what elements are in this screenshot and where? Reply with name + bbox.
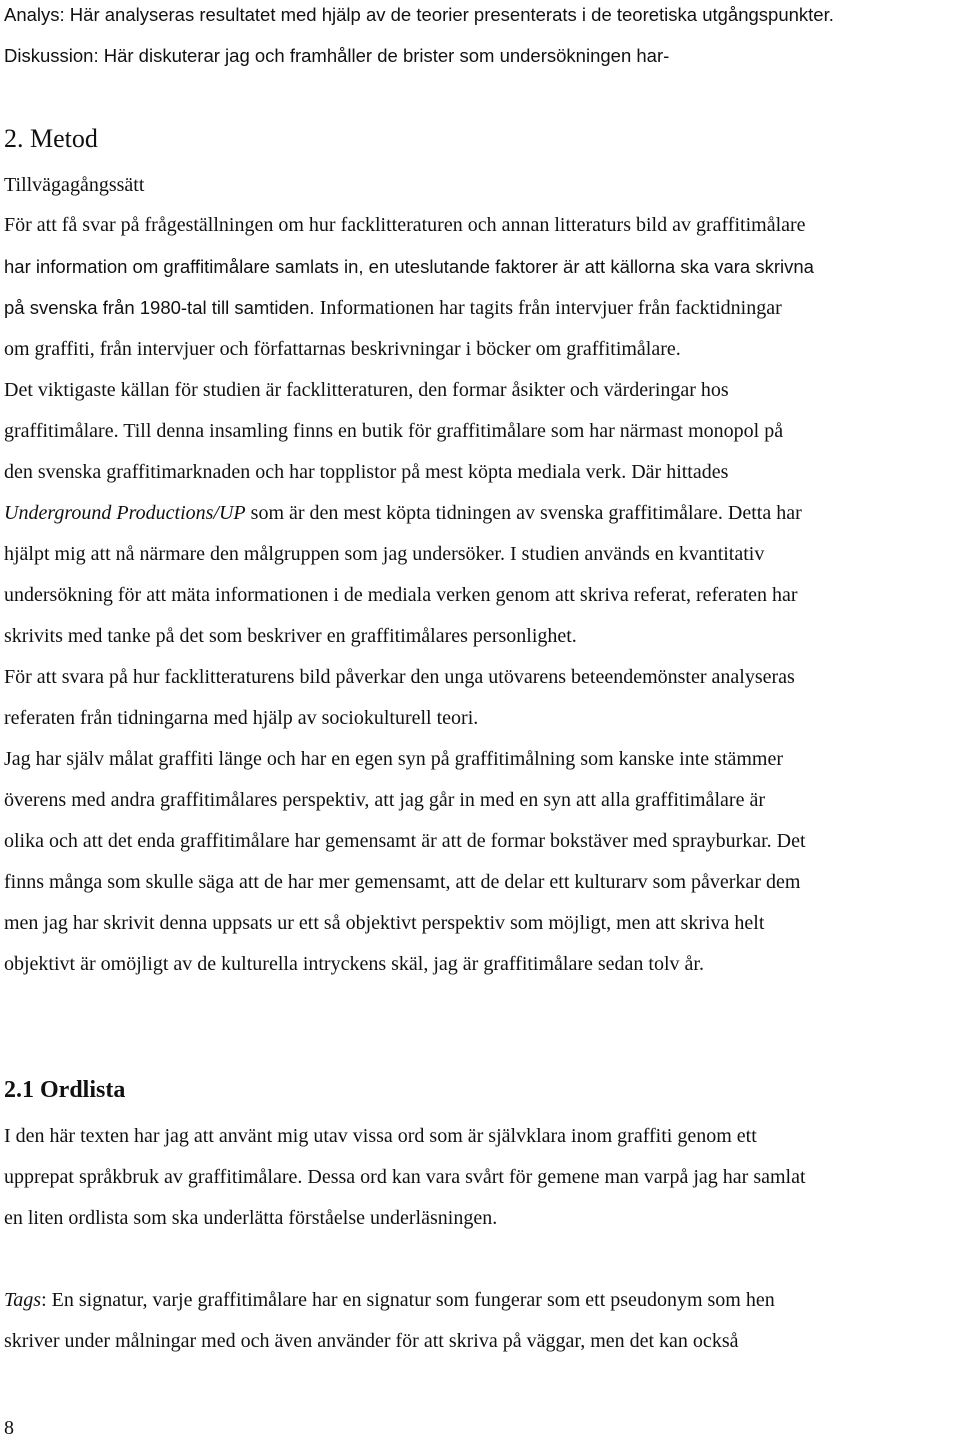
metod-line-rest: som är den mest köpta tidningen av svenska graffitimålare. Detta har [245, 502, 802, 524]
metod-line: Jag har själv målat graffiti länge och har en egen syn på graffitimålning som kanske inte stämmer [4, 748, 784, 770]
metod-line: överens med andra graffitimålares perspektiv, att jag går in med en syn att alla graffitimålare är [4, 789, 765, 811]
metod-line: har information om graffitimålare samlats in, en uteslutande faktorer är att källorna ska vara skrivna [4, 256, 814, 277]
metod-line: skrivits med tanke på det som beskriver en graffitimålares personlighet. [4, 625, 577, 647]
metod-line-italic [4, 501, 802, 525]
metod-line: om graffiti, från intervjuer och författarnas beskrivningar i böcker om graffitimålare. [4, 338, 681, 360]
intro-line-diskussion: Diskussion: Här diskuterar jag och framhåller de brister som undersökningen har- [4, 45, 670, 66]
ordlista-line: en liten ordlista som ska underlätta förståelse underläsningen. [4, 1207, 498, 1229]
metod-line: hjälpt mig att nå närmare den målgruppen som jag undersöker. I studien används en kvantitativ [4, 543, 765, 565]
ordlista-line: upprepat språkbruk av graffitimålare. Dessa ord kan vara svårt för gemene man varpå jag har samlat [4, 1166, 806, 1188]
metod-line [4, 296, 782, 320]
metod-line: men jag har skrivit denna uppsats ur ett så objektivt perspektiv som möjligt, men att skriva helt [4, 912, 765, 934]
glossary-term: Tags [4, 1289, 42, 1311]
ordlista-line: I den här texten har jag att använt mig utav vissa ord som är självklara inom graffiti genom ett [4, 1125, 757, 1147]
subheading-tillvagagangssatt: Tillvägagångssätt [4, 174, 145, 196]
metod-line-part: Informationen har tagits från intervjuer från facktidningar [319, 297, 782, 319]
metod-line: finns många som skulle säga att de har mer gemensamt, att de delar ett kulturarv som påverkar dem [4, 871, 801, 893]
metod-line: För att få svar på frågeställningen om hur facklitteraturen och annan litteraturs bild av graffitimålare [4, 214, 806, 236]
intro-line-analys: Analys: Här analyseras resultatet med hjälp av de teorier presenterats i de teoretiska utgångspunkter. [4, 4, 834, 25]
metod-line: den svenska graffitimarknaden och har topplistor på mest köpta mediala verk. Där hittades [4, 461, 729, 483]
metod-line: olika och att det enda graffitimålare har gemensamt är att de formar bokstäver med sprayburkar. Det [4, 830, 806, 852]
italic-title: Underground Productions/UP [4, 502, 246, 524]
metod-line: För att svara på hur facklitteraturens bild påverkar den unga utövarens beteendemönster analyseras [4, 666, 795, 688]
metod-line: referaten från tidningarna med hjälp av sociokulturell teori. [4, 707, 479, 729]
section-heading-ordlista: 2.1 Ordlista [4, 1077, 126, 1103]
section-heading-metod: 2. Metod [4, 124, 98, 153]
metod-line: objektivt är omöjligt av de kulturella intryckens skäl, jag är graffitimålare sedan tolv år. [4, 953, 704, 975]
glossary-entry-tags [4, 1288, 775, 1312]
metod-line: graffitimålare. Till denna insamling finns en butik för graffitimålare som har närmast monopol på [4, 420, 784, 442]
glossary-definition: : En signatur, varje graffitimålare har en signatur som fungerar som ett pseudonym som hen [41, 1289, 775, 1311]
page-number: 8 [4, 1417, 14, 1439]
glossary-definition-cont: skriver under målningar med och även använder för att skriva på väggar, men det kan också [4, 1330, 739, 1352]
metod-line: undersökning för att mäta informationen i de mediala verken genom att skriva referat, referaten har [4, 584, 798, 606]
metod-line: Det viktigaste källan för studien är facklitteraturen, den formar åsikter och värderingar hos [4, 379, 729, 401]
metod-line-part: på svenska från 1980-tal till samtiden. [4, 297, 320, 318]
